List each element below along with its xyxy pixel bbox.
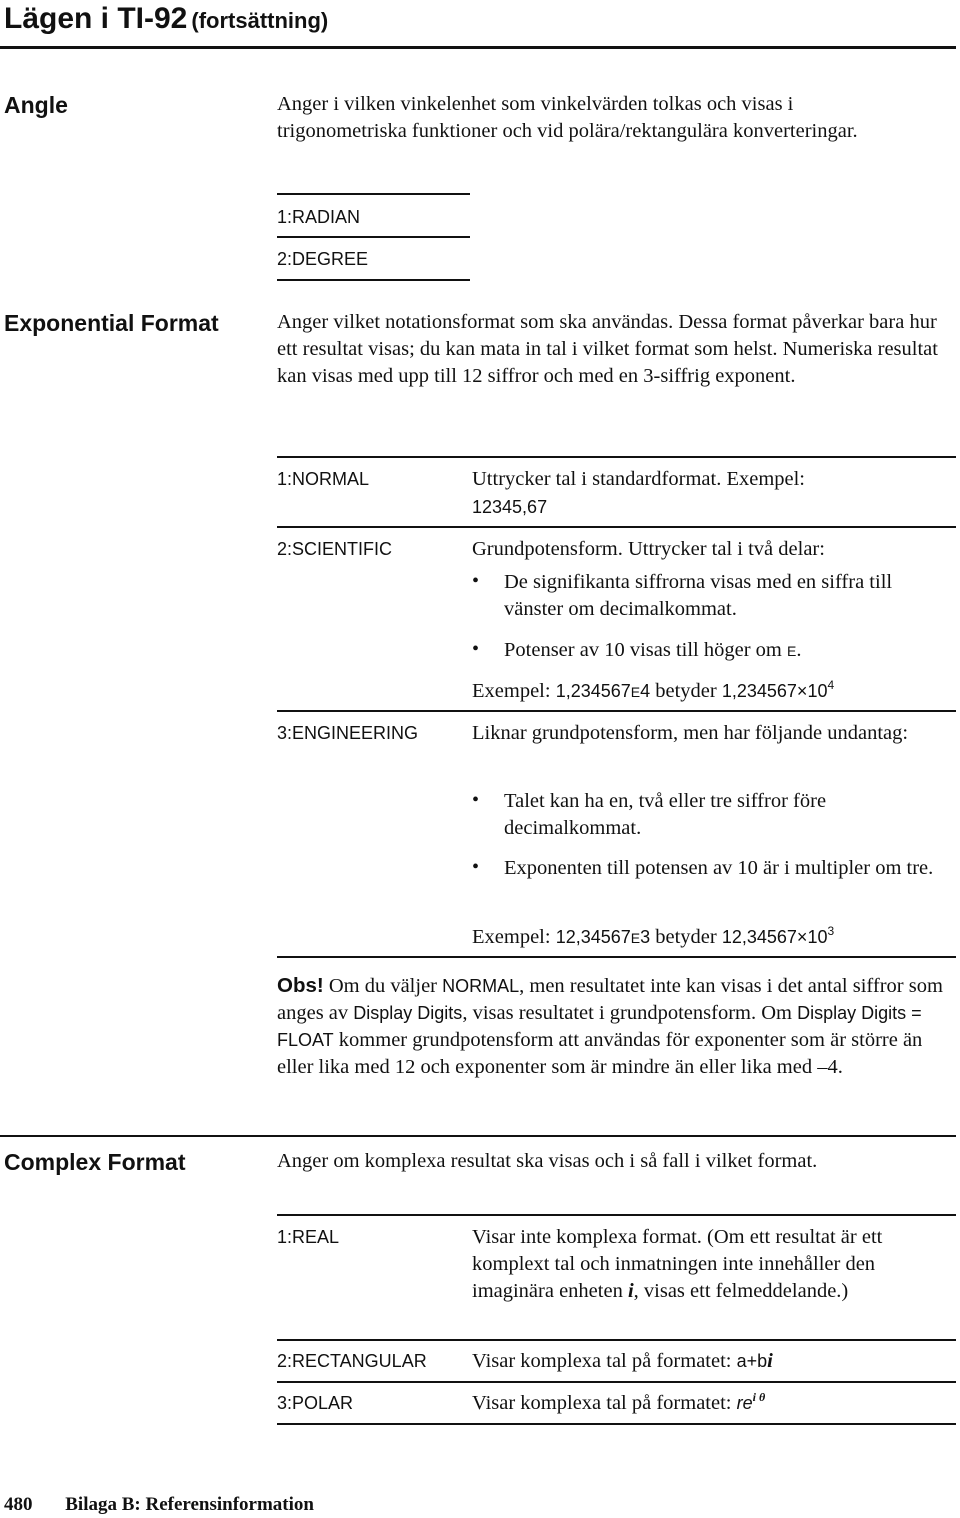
- complex-heading: Complex Format: [4, 1149, 186, 1175]
- polar-description: [472, 1390, 765, 1417]
- option-rectangular: 2:RECTANGULAR: [277, 1351, 427, 1371]
- option-radian: 1:RADIAN: [277, 207, 361, 227]
- bullet-icon: •: [472, 789, 480, 811]
- real-description: [472, 1224, 950, 1305]
- normal-description: Uttrycker tal i standardformat. Exempel:: [472, 468, 806, 490]
- example-mantissa: 1,234567: [555, 681, 631, 701]
- angle-description: Anger i vilken vinkelenhet som vinkelvärden tolkas och visas i trigonometriska funktioner och vid polära/rektangulära konverteringar.: [277, 93, 858, 142]
- real-text: Visar inte komplexa format. (Om ett resultat är ett komplext tal och inmatningen inte innehåller den imaginära enheten: [472, 1226, 883, 1302]
- footer-title: Bilaga B: Referensinformation: [65, 1494, 314, 1515]
- example-exponent: 4: [640, 681, 651, 701]
- e-symbol: E: [630, 684, 641, 700]
- option-polar: 3:POLAR: [277, 1393, 354, 1413]
- polar-text: Visar komplexa tal på formatet:: [472, 1392, 732, 1414]
- bullet-icon: •: [472, 856, 480, 878]
- engineering-bullet-1: Talet kan ha en, två eller tre siffror före decimalkommat.: [504, 790, 827, 839]
- complex-description: Anger om komplexa resultat ska visas och i så fall i vilket format.: [277, 1150, 818, 1172]
- page-number: 480: [4, 1494, 33, 1515]
- option-normal: 1:NORMAL: [277, 469, 370, 489]
- note-keyword: Display Digits = FLOAT: [277, 1003, 922, 1050]
- example-value: [556, 681, 650, 701]
- imaginary-unit: i: [767, 1350, 773, 1372]
- example-value: [556, 927, 650, 947]
- example-mantissa: 12,34567: [555, 927, 631, 947]
- divider: [277, 236, 470, 238]
- divider: [277, 956, 956, 958]
- section-rule: [0, 1135, 956, 1137]
- exponential-note: [277, 972, 959, 1081]
- scientific-bullet-1: De signifikanta siffrorna visas med en siffra till vänster om decimalkommat.: [504, 571, 893, 620]
- option-real: 1:REAL: [277, 1227, 340, 1247]
- angle-heading: Angle: [4, 92, 68, 118]
- page-title: Lägen i TI‑92: [4, 2, 188, 35]
- divider: [277, 1214, 956, 1216]
- normal-example: 12345,67: [472, 497, 548, 517]
- exponential-heading: Exponential Format: [4, 310, 219, 336]
- example-prefix: Exempel:: [472, 926, 551, 948]
- engineering-example: [472, 924, 834, 952]
- example-prefix: Exempel:: [472, 680, 551, 702]
- header-rule: [0, 46, 956, 49]
- imaginary-unit: i: [627, 1280, 634, 1302]
- page-footer: [4, 1494, 314, 1516]
- divider: [277, 1423, 956, 1425]
- bullet-icon: •: [472, 638, 480, 660]
- obs-label: Obs!: [277, 974, 324, 997]
- e-symbol: E: [630, 930, 641, 946]
- bullet-2-text: Potenser av 10 visas till höger om: [504, 639, 782, 661]
- note-text: , visas resultatet i grundpotensform. Om: [462, 1002, 792, 1024]
- example-means: betyder: [655, 926, 717, 948]
- divider: [277, 526, 956, 528]
- option-scientific: 2:SCIENTIFIC: [277, 539, 393, 559]
- example-result: 1,234567×10: [721, 681, 828, 701]
- example-exponent: 3: [640, 927, 651, 947]
- divider: [277, 1381, 956, 1383]
- example-means: betyder: [655, 680, 717, 702]
- divider: [277, 710, 956, 712]
- scientific-bullet-2: Potenser av 10 visas till höger om E.: [504, 639, 802, 661]
- rect-text: Visar komplexa tal på formatet:: [472, 1350, 732, 1372]
- divider: [277, 456, 956, 458]
- note-text: Om du väljer: [328, 975, 437, 997]
- divider: [277, 279, 470, 281]
- bullet-icon: •: [472, 570, 480, 592]
- example-result: 12,34567×10: [721, 927, 828, 947]
- scientific-description: Grundpotensform. Uttrycker tal i två delar:: [472, 538, 825, 560]
- note-text: , men resultatet inte kan visas i det antal siffror som anges av: [277, 975, 943, 1024]
- engineering-description: Liknar grundpotensform, men har följande undantag:: [472, 722, 909, 744]
- rect-formula: a+b: [736, 1351, 768, 1371]
- exponential-description: Anger vilket notationsformat som ska användas. Dessa format påverkar bara hur ett resultat visas; du kan mata in tal i vilket format som helst. Numeriska resultat kan visas med upp till 12 siffror och med en 3-siffrig exponent.: [277, 311, 938, 387]
- note-keyword: Display Digits: [353, 1003, 463, 1023]
- note-keyword: NORMAL: [442, 976, 520, 996]
- divider: [277, 193, 470, 195]
- divider: [277, 1339, 956, 1341]
- rectangular-description: [472, 1348, 773, 1375]
- real-text: , visas ett felmeddelande.): [633, 1280, 849, 1302]
- page-header: [4, 2, 328, 36]
- option-engineering: 3:ENGINEERING: [277, 723, 419, 743]
- example-superscript: 3: [827, 924, 835, 939]
- engineering-bullet-2: Exponenten till potensen av 10 är i multipler om tre.: [504, 857, 934, 879]
- polar-formula: re: [736, 1393, 753, 1413]
- note-text: kommer grundpotensform att användas för exponenter som är större än eller lika med 12 och exponenter som är mindre än eller lika med –4.: [277, 1029, 923, 1078]
- option-degree: 2:DEGREE: [277, 249, 369, 269]
- page-subtitle: (fortsättning): [191, 8, 329, 33]
- polar-superscript: i θ: [752, 1390, 766, 1405]
- e-symbol: E: [786, 643, 797, 659]
- scientific-example: [472, 678, 834, 706]
- example-superscript: 4: [827, 678, 835, 693]
